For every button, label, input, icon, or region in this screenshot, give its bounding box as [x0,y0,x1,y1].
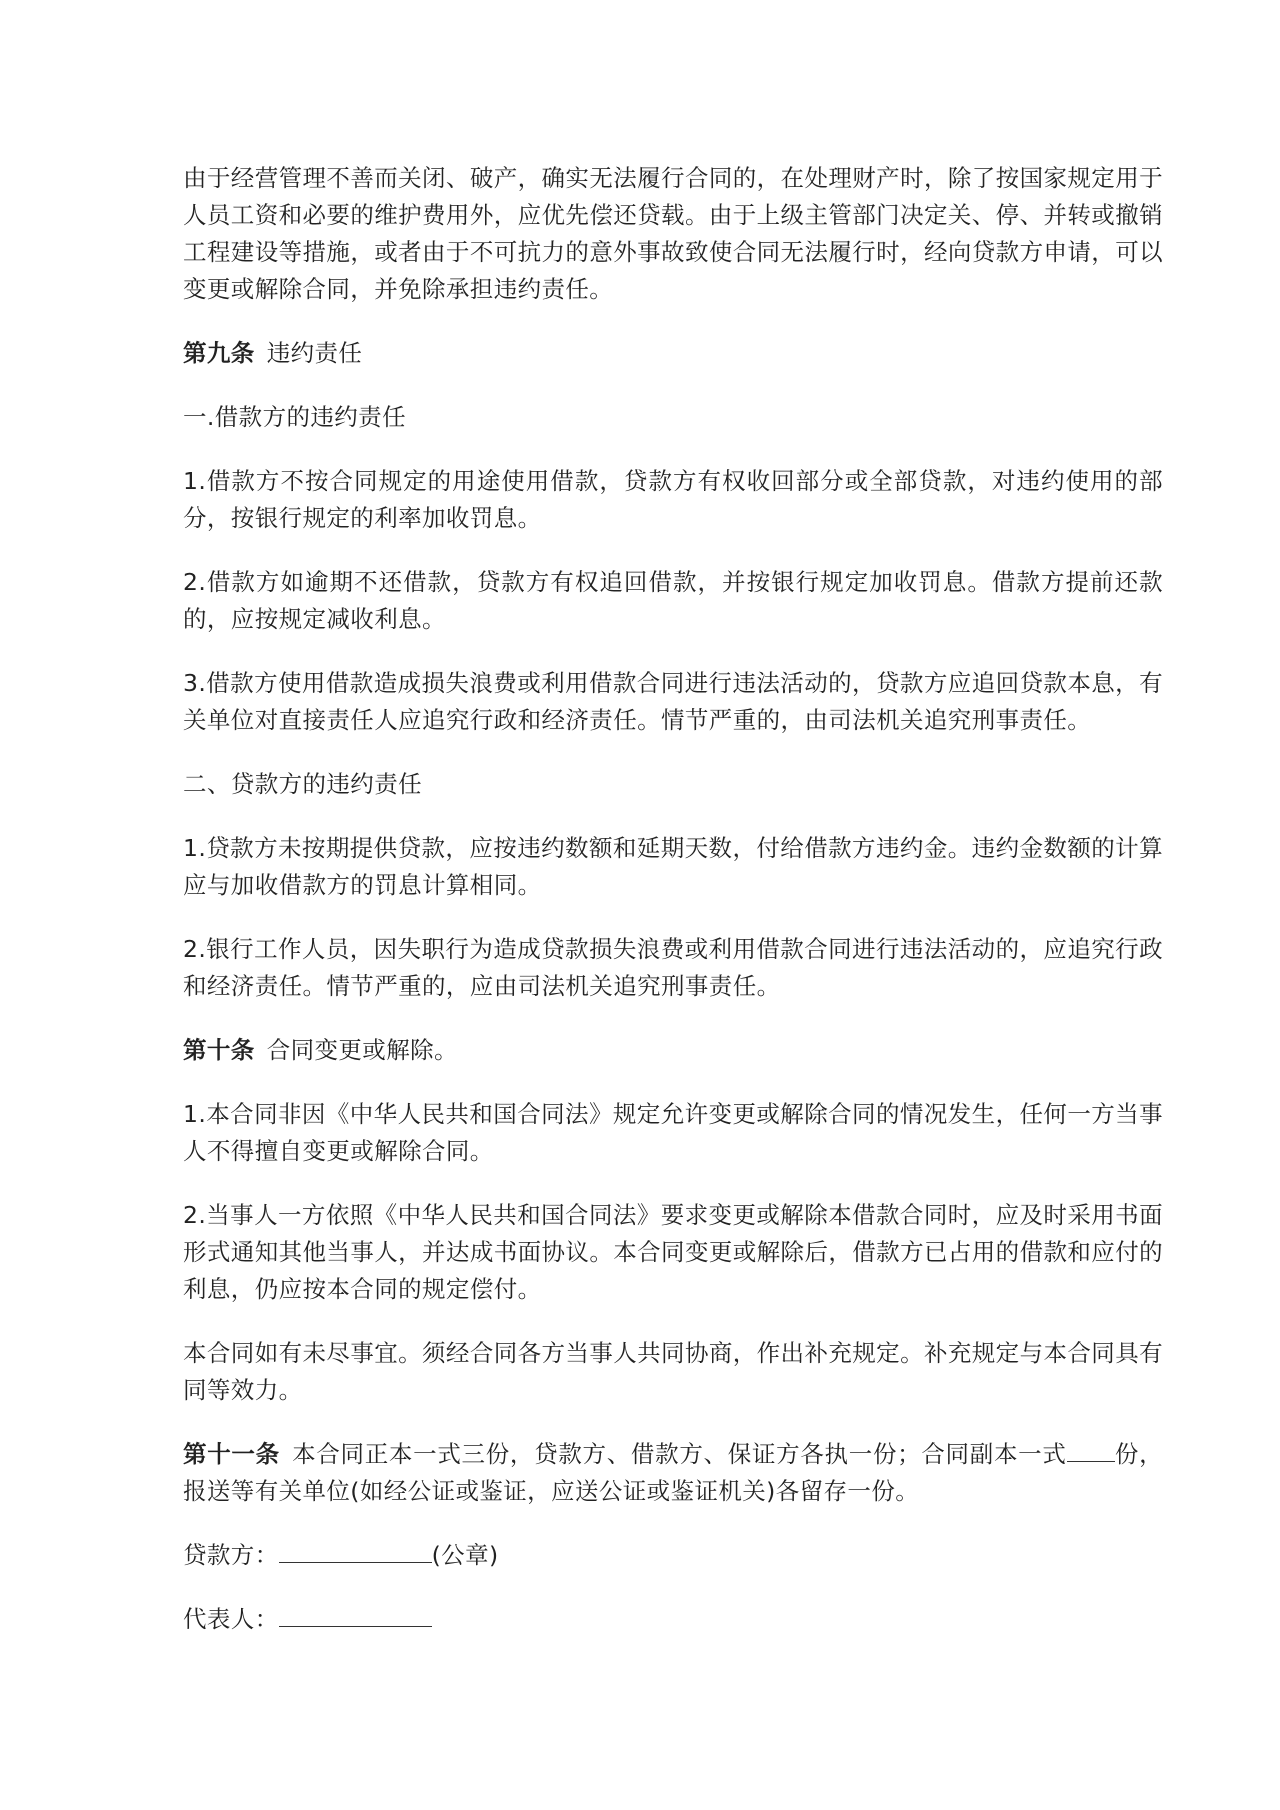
lender-label: 贷款方： [183,1541,279,1569]
article-9-label: 第九条 [183,339,255,367]
copies-blank[interactable] [1067,1439,1115,1462]
lender-seal: (公章) [431,1541,499,1569]
article-10-title: 合同变更或解除。 [266,1036,458,1064]
representative-label: 代表人： [183,1605,279,1633]
article-11-label: 第十一条 [183,1440,280,1468]
section-1-item-3: 3.借款方使用借款造成损失浪费或利用借款合同进行违法活动的，贷款方应追回贷款本息，有关单位对直接责任人应追究行政和经济责任。情节严重的，由司法机关追究刑事责任。 [183,669,1163,734]
section-1-title: 一.借款方的违约责任 [183,403,406,431]
section-2-item-2: 2.银行工作人员，因失职行为造成贷款损失浪费或利用借款合同进行违法活动的，应追究行政和经济责任。情节严重的，应由司法机关追究刑事责任。 [183,935,1163,1000]
section-2-title: 二、贷款方的违约责任 [183,770,422,798]
document-page [183,160,1163,1665]
article-10-item-2: 2.当事人一方依照《中华人民共和国合同法》要求变更或解除本借款合同时，应及时采用书面形式通知其他当事人，并达成书面协议。本合同变更或解除后，借款方已占用的借款和应付的利息，仍应按本合同的规定偿付。 [183,1201,1163,1303]
representative-signature-line [183,1601,1163,1638]
article-11-text-a: 本合同正本一式三份，贷款方、借款方、保证方各执一份；合同副本一式 [291,1440,1067,1468]
section-1-item-2: 2.借款方如逾期不还借款，贷款方有权追回借款，并按银行规定加收罚息。借款方提前还款的，应按规定减收利息。 [183,568,1163,633]
article-9-heading [183,335,1163,372]
article-9-title: 违约责任 [266,339,363,367]
article-10-label: 第十条 [183,1036,255,1064]
section-1-item-1: 1.借款方不按合同规定的用途使用借款，贷款方有权收回部分或全部贷款，对违约使用的部分，按银行规定的利率加收罚息。 [183,467,1163,532]
supplement-paragraph: 本合同如有未尽事宜。须经合同各方当事人共同协商，作出补充规定。补充规定与本合同具有同等效力。 [183,1339,1163,1404]
lender-blank[interactable] [279,1540,432,1563]
paragraph-intro: 由于经营管理不善而关闭、破产，确实无法履行合同的，在处理财产时，除了按国家规定用于人员工资和必要的维护费用外，应优先偿还贷载。由于上级主管部门决定关、停、并转或撤销工程建设等措施，或者由于不可抗力的意外事故致使合同无法履行时，经向贷款方申请，可以变更或解除合同，并免除承担违约责任。 [183,164,1163,303]
article-10-item-1: 1.本合同非因《中华人民共和国合同法》规定允许变更或解除合同的情况发生，任何一方当事人不得擅自变更或解除合同。 [183,1100,1163,1165]
article-10-heading [183,1032,1163,1069]
representative-blank[interactable] [279,1604,432,1627]
article-11-paragraph [183,1436,1163,1510]
lender-signature-line [183,1537,1163,1574]
article-11-text-b: 份，报送等有关单位(如经公证或鉴证，应送公证或鉴证机关)各留存一份。 [183,1440,1163,1505]
section-2-item-1: 1.贷款方未按期提供贷款，应按违约数额和延期天数，付给借款方违约金。违约金数额的计算应与加收借款方的罚息计算相同。 [183,834,1163,899]
